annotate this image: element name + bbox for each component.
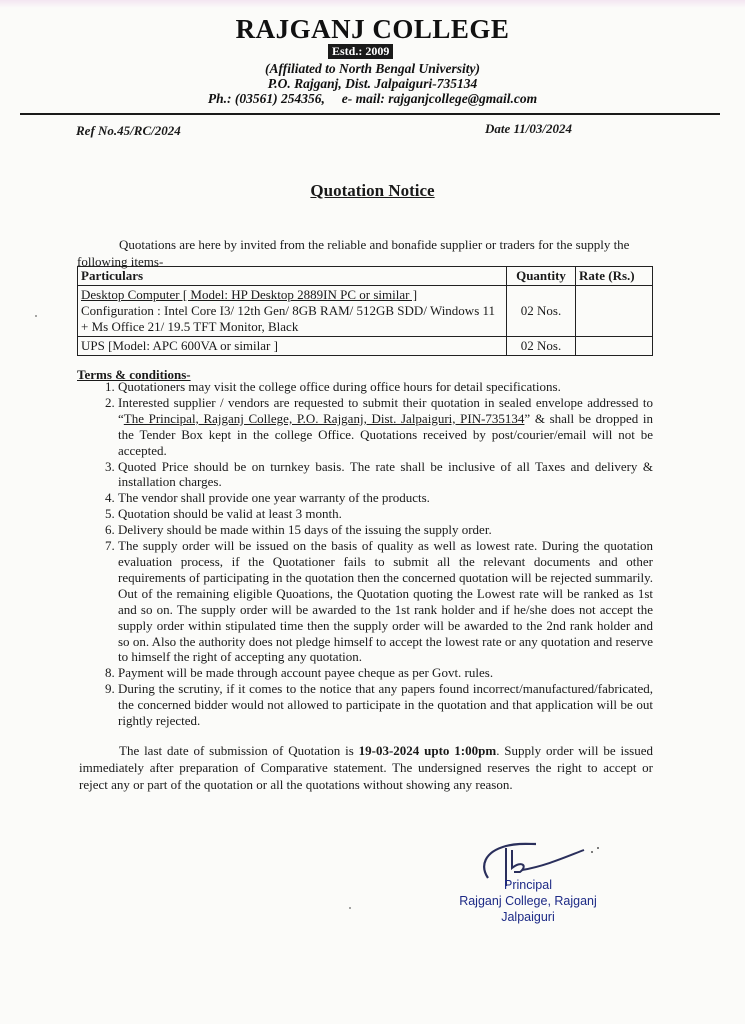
page-title: Quotation Notice: [310, 181, 435, 200]
items-table: [77, 266, 653, 356]
college-name: RAJGANJ COLLEGE: [235, 14, 510, 44]
principal-address: The Principal, Rajganj College, P.O. Rajganj, Dist. Jalpaiguri, PIN-735134: [123, 410, 525, 426]
closing-text: The last date of submission of Quotation is: [119, 743, 359, 758]
table-row: [78, 337, 653, 356]
scan-edge-tint: [0, 0, 745, 8]
term-item: 6. Delivery should be made within 15 days of the issuing the supply order.: [118, 522, 653, 538]
term-text: Interested supplier / vendors are requested to submit their quotation in sealed envelope addressed to “: [118, 394, 653, 426]
submission-deadline: 19-03-2024 upto 1:00pm: [358, 743, 497, 758]
contact-line: Ph.: (03561) 254356, e- mail: rajganjcollege@gmail.com: [207, 91, 538, 106]
term-text: ” & shall be dropped in the Tender Box kept in the college Office. Quotations received by post/courier/email will not be accepted.: [118, 410, 653, 458]
signatory-block: [440, 877, 616, 925]
header-rate: Rate (Rs.): [576, 267, 653, 286]
closing-text: . Supply order will be issued immediately after preparation of Comparative statement. The undersigned reserves the right to accept or reject any or part of the quotation or all the quotations without showing any reason.: [79, 743, 653, 792]
term-item: 3. Quoted Price should be on turnkey basis. The rate shall be inclusive of all Taxes and delivery & installation charges.: [118, 459, 653, 491]
term-item: 1. Quotationers may visit the college office during office hours for detail specifications.: [118, 379, 653, 395]
header-divider: [20, 113, 720, 115]
scan-speck: [349, 907, 351, 909]
particulars-cell: [78, 286, 507, 337]
signatory-institution: Rajganj College, Rajganj: [459, 894, 597, 908]
term-item: 7. The supply order will be issued on the basis of quality as well as lowest rate. During the quotation evaluation process, if the Quotationer fails to submit all the relevant documents and other requirements of participating in the quotation then the concerned quotation will be rejected summarily. Out of the remaining eligible Quoations, the Quotation quoting the Lowest rate will be ranked as 1st and so on. The supply order will be awarded to the 1st rank holder and if he/she does not accept the supply order within stipulated time then the supply order will be awarded to the 2nd rank holder and so on. Also the authority does not pledge himself to accept the lowest rate or any quotation and reserve to himself the right of accepting any quotation.: [118, 538, 653, 665]
particulars-cell: UPS [Model: APC 600VA or similar ]: [78, 337, 507, 356]
reference-number: Ref No.45/RC/2024: [76, 123, 181, 138]
quantity-cell: 02 Nos.: [507, 337, 576, 356]
term-item: 8. Payment will be made through account payee cheque as per Govt. rules.: [118, 665, 653, 681]
closing-paragraph: [79, 742, 653, 793]
scan-speck: [35, 315, 37, 317]
item-configuration: Configuration : Intel Core I3/ 12th Gen/ 8GB RAM/ 512GB SDD/ Windows 11 + Ms Office 21/ 19.5 TFT Monitor, Black: [81, 303, 496, 334]
table-header-row: [78, 267, 653, 286]
quantity-cell: 02 Nos.: [507, 286, 576, 337]
intro-paragraph: [77, 236, 647, 270]
affiliation-line: (Affiliated to North Bengal University): [265, 61, 480, 76]
table-row: [78, 286, 653, 337]
term-item: 9. During the scrutiny, if it comes to the notice that any papers found incorrect/manufactured/fabricated, the concerned bidder would not allowed to participate in the quotation and that application will be out rightly rejected.: [118, 681, 653, 729]
rate-cell: [576, 286, 653, 337]
term-item: [118, 395, 653, 459]
term-item: 5. Quotation should be valid at least 3 month.: [118, 506, 653, 522]
rate-cell: [576, 337, 653, 356]
established-badge: Estd.: 2009: [328, 44, 393, 59]
item-model: Desktop Computer [ Model: HP Desktop 2889IN PC or similar ]: [81, 287, 418, 302]
term-item: 4. The vendor shall provide one year warranty of the products.: [118, 490, 653, 506]
terms-heading: Terms & conditions-: [77, 367, 191, 382]
intro-text: Quotations are here by invited from the reliable and bonafide supplier or traders for the supply the following items-: [77, 237, 630, 269]
signatory-location: Jalpaiguri: [501, 910, 555, 924]
header-particulars: Particulars: [78, 267, 507, 286]
header-quantity: Quantity: [507, 267, 576, 286]
terms-list: [77, 379, 653, 729]
address-line: P.O. Rajganj, Dist. Jalpaiguri-735134: [267, 76, 478, 91]
notice-date: Date 11/03/2024: [485, 121, 573, 136]
signatory-designation: Principal: [504, 878, 552, 892]
